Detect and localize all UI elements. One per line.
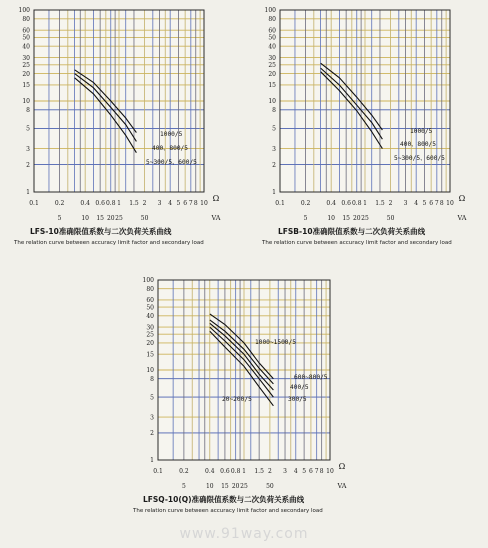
x-tick-label-va: 5 bbox=[181, 483, 186, 490]
y-tick-label: 8 bbox=[272, 107, 276, 115]
x-tick-label-ohm: 3 bbox=[283, 468, 287, 475]
y-tick-label: 60 bbox=[22, 27, 30, 35]
x-tick-label-ohm: 10 bbox=[326, 468, 334, 475]
x-tick-label-ohm: 0.1 bbox=[153, 468, 163, 475]
x-tick-label-ohm: 4 bbox=[293, 468, 298, 475]
x-tick-label-ohm: 0.4 bbox=[205, 468, 215, 475]
y-tick-label: 8 bbox=[26, 107, 30, 115]
y-tick-label: 3 bbox=[150, 414, 154, 422]
x-tick-label-ohm: 8 bbox=[319, 468, 324, 475]
x-tick-label-ohm: 3 bbox=[157, 200, 162, 207]
x-tick-label-ohm: 0.1 bbox=[275, 200, 285, 207]
chart-1 bbox=[19, 7, 221, 222]
y-tick-label: 20 bbox=[22, 70, 30, 78]
chart-2-subtitle: The relation curve between accuracy limit factor and secondary load bbox=[262, 240, 452, 246]
x-tick-label-ohm: 0.4 bbox=[326, 200, 336, 207]
x-unit-ohm: Ω bbox=[458, 194, 466, 203]
y-tick-label: 30 bbox=[22, 54, 30, 62]
x-tick-label-va: 20 bbox=[352, 215, 361, 222]
series-label-1: 1000/5 bbox=[410, 128, 433, 135]
y-tick-label: 10 bbox=[22, 98, 30, 106]
y-tick-label: 2 bbox=[272, 161, 276, 169]
x-unit-va: VA bbox=[337, 482, 347, 490]
x-tick-label-ohm: 2 bbox=[267, 468, 272, 475]
y-tick-label: 25 bbox=[22, 61, 30, 69]
chart-1-title: LFS-10准确限值系数与二次负荷关系曲线 bbox=[30, 227, 172, 236]
y-tick-label: 50 bbox=[268, 34, 276, 42]
series-label-3: 5~300/5、600/5 bbox=[146, 159, 197, 166]
x-tick-label-ohm: 5 bbox=[176, 200, 181, 207]
x-tick-label-ohm: 1 bbox=[363, 200, 367, 207]
x-tick-label-va: 20 bbox=[231, 483, 240, 490]
x-tick-label-ohm: 0.8 bbox=[105, 200, 116, 207]
x-tick-label-ohm: 8 bbox=[439, 200, 444, 207]
series-label-2: 400、800/5 bbox=[152, 145, 188, 152]
y-tick-label: 3 bbox=[272, 145, 276, 153]
x-tick-label-ohm: 8 bbox=[193, 200, 198, 207]
x-tick-label-ohm: 0.8 bbox=[230, 468, 241, 475]
x-tick-label-ohm: 6 bbox=[183, 200, 188, 207]
x-tick-label-va: 25 bbox=[240, 483, 248, 490]
y-tick-label: 5 bbox=[26, 125, 30, 133]
x-tick-label-ohm: 6 bbox=[429, 200, 434, 207]
x-tick-label-va: 15 bbox=[342, 215, 350, 222]
y-tick-label: 10 bbox=[146, 367, 154, 375]
x-tick-label-va: 50 bbox=[266, 483, 274, 490]
series-label-2: 600~800/5 bbox=[294, 374, 328, 381]
series-label-5: 20~200/5 bbox=[222, 396, 252, 403]
x-tick-label-ohm: 7 bbox=[188, 200, 193, 207]
y-tick-label: 50 bbox=[146, 304, 154, 312]
y-tick-label: 15 bbox=[146, 351, 154, 359]
y-tick-label: 15 bbox=[268, 82, 276, 90]
y-tick-label: 20 bbox=[146, 340, 154, 348]
x-tick-label-ohm: 0.2 bbox=[179, 468, 189, 475]
x-tick-label-ohm: 7 bbox=[314, 468, 319, 475]
y-tick-label: 80 bbox=[22, 16, 30, 24]
y-tick-label: 5 bbox=[272, 125, 276, 133]
y-tick-label: 20 bbox=[268, 70, 276, 78]
x-tick-label-ohm: 1 bbox=[117, 200, 121, 207]
x-tick-label-ohm: 0.8 bbox=[351, 200, 362, 207]
y-tick-label: 1 bbox=[272, 189, 276, 197]
y-tick-label: 2 bbox=[26, 161, 30, 169]
y-tick-label: 100 bbox=[18, 7, 30, 15]
x-tick-label-va: 10 bbox=[205, 483, 214, 490]
y-tick-label: 1 bbox=[150, 457, 154, 465]
y-tick-label: 30 bbox=[146, 324, 154, 332]
y-tick-label: 100 bbox=[264, 7, 276, 15]
x-tick-label-ohm: 1.5 bbox=[254, 468, 264, 475]
y-tick-label: 15 bbox=[22, 82, 30, 90]
series-label-3: 5~300/5、600/5 bbox=[394, 155, 445, 162]
series-label-1: 1000/5 bbox=[160, 131, 183, 138]
y-tick-label: 80 bbox=[268, 16, 276, 24]
x-tick-label-ohm: 6 bbox=[309, 468, 313, 475]
chart-3 bbox=[143, 277, 347, 490]
series-label-4: 300/5 bbox=[288, 396, 307, 403]
x-tick-label-ohm: 0.4 bbox=[80, 200, 90, 207]
x-unit-va: VA bbox=[211, 214, 221, 222]
x-tick-label-va: 20 bbox=[106, 215, 115, 222]
x-unit-ohm: Ω bbox=[338, 462, 346, 471]
y-tick-label: 5 bbox=[150, 394, 154, 402]
chart-3-title: LFSQ-10(Q)准确限值系数与二次负荷关系曲线 bbox=[143, 495, 305, 504]
y-tick-label: 25 bbox=[146, 331, 154, 339]
x-tick-label-ohm: 2 bbox=[388, 200, 393, 207]
y-tick-label: 10 bbox=[268, 98, 276, 106]
x-tick-label-ohm: 4 bbox=[414, 200, 419, 207]
chart-2-title: LFSB-10准确限值系数与二次负荷关系曲线 bbox=[278, 227, 426, 236]
y-tick-label: 8 bbox=[150, 375, 154, 383]
y-tick-label: 50 bbox=[22, 34, 30, 42]
watermark: www.91way.com bbox=[179, 526, 309, 542]
y-tick-label: 60 bbox=[268, 27, 276, 35]
y-tick-label: 3 bbox=[26, 145, 30, 153]
x-tick-label-ohm: 1.5 bbox=[129, 200, 139, 207]
x-tick-label-ohm: 10 bbox=[200, 200, 208, 207]
x-tick-label-ohm: 0.2 bbox=[300, 200, 311, 207]
chart-3-subtitle: The relation curve between accuracy limit factor and secondary load bbox=[133, 508, 323, 514]
x-tick-label-va: 25 bbox=[361, 215, 369, 222]
x-tick-label-ohm: 5 bbox=[302, 468, 307, 475]
x-tick-label-va: 10 bbox=[327, 215, 335, 222]
series-label-1: 1000~1500/5 bbox=[255, 339, 296, 346]
x-tick-label-ohm: 0.2 bbox=[54, 200, 65, 207]
x-tick-label-ohm: 4 bbox=[168, 200, 173, 207]
x-tick-label-va: 15 bbox=[221, 483, 229, 490]
x-tick-label-ohm: 7 bbox=[434, 200, 439, 207]
y-tick-label: 2 bbox=[150, 430, 154, 438]
x-tick-label-va: 5 bbox=[303, 215, 308, 222]
x-tick-label-va: 15 bbox=[96, 215, 104, 222]
x-tick-label-ohm: 0.6 bbox=[220, 468, 230, 475]
chart-1-subtitle: The relation curve between accuracy limit factor and secondary load bbox=[14, 240, 204, 246]
x-tick-label-va: 10 bbox=[81, 215, 89, 222]
series-label-2: 400、800/5 bbox=[400, 141, 436, 148]
y-tick-label: 40 bbox=[268, 43, 276, 51]
x-tick-label-ohm: 3 bbox=[403, 200, 408, 207]
x-tick-label-ohm: 5 bbox=[422, 200, 427, 207]
x-tick-label-ohm: 1 bbox=[242, 468, 246, 475]
y-tick-label: 100 bbox=[142, 277, 154, 285]
y-tick-label: 80 bbox=[146, 285, 154, 293]
x-tick-label-ohm: 10 bbox=[446, 200, 454, 207]
x-tick-label-ohm: 0.6 bbox=[341, 200, 351, 207]
x-tick-label-va: 5 bbox=[57, 215, 62, 222]
series-label-3: 400/5 bbox=[290, 384, 309, 391]
chart-2 bbox=[265, 7, 467, 222]
x-tick-label-ohm: 0.1 bbox=[29, 200, 39, 207]
x-tick-label-va: 25 bbox=[115, 215, 123, 222]
y-tick-label: 40 bbox=[146, 313, 154, 321]
x-tick-label-ohm: 1.5 bbox=[375, 200, 385, 207]
x-tick-label-va: 50 bbox=[386, 215, 395, 222]
x-tick-label-ohm: 0.6 bbox=[95, 200, 105, 207]
y-tick-label: 60 bbox=[146, 297, 154, 305]
x-tick-label-va: 50 bbox=[140, 215, 149, 222]
x-unit-ohm: Ω bbox=[212, 194, 220, 203]
x-unit-va: VA bbox=[457, 214, 467, 222]
y-tick-label: 25 bbox=[268, 61, 276, 69]
y-tick-label: 40 bbox=[22, 43, 30, 51]
y-tick-label: 1 bbox=[26, 189, 30, 197]
x-tick-label-ohm: 2 bbox=[142, 200, 147, 207]
y-tick-label: 30 bbox=[268, 54, 276, 62]
